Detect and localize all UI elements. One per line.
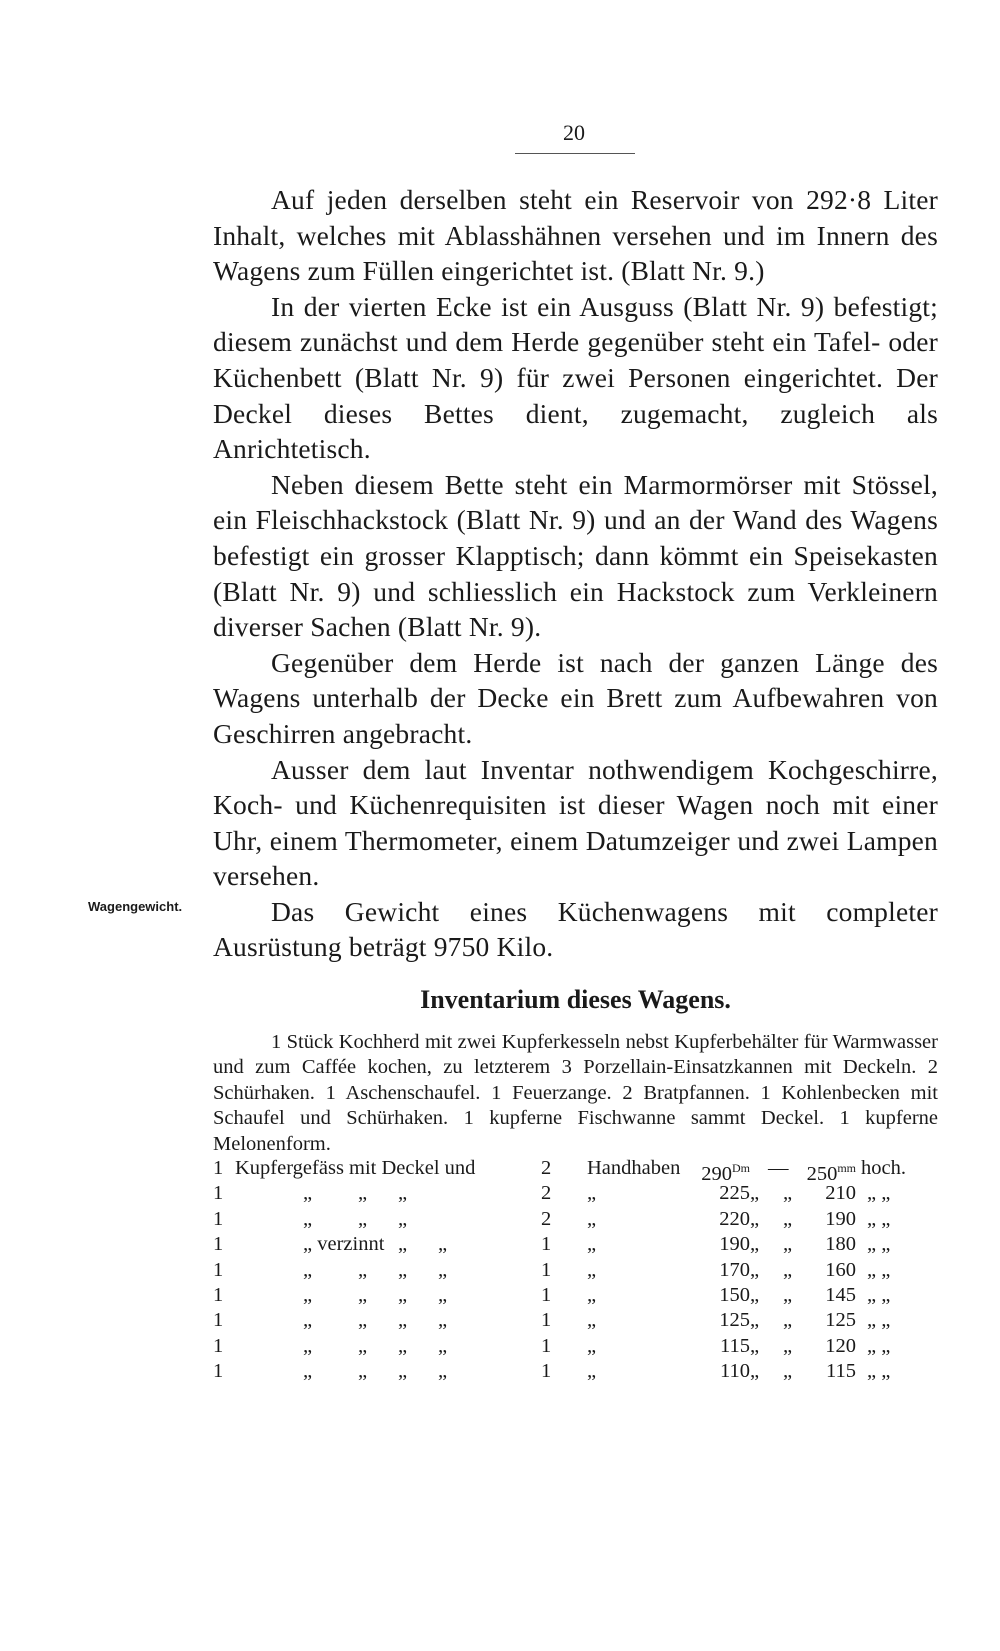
row-ditto-1: „ <box>303 1283 313 1306</box>
row-height-ditto: „ <box>783 1309 793 1332</box>
row-diameter-ditto: „ <box>750 1207 760 1230</box>
row-height: 125 <box>825 1309 856 1332</box>
row-diameter: 220 <box>719 1207 750 1230</box>
page-number: 20 <box>563 120 585 145</box>
row-handles-ditto: „ <box>587 1334 597 1357</box>
row-ditto-1: „ <box>303 1258 313 1281</box>
paragraph-marmormoerser: Neben diesem Bette steht ein Marmormörser mit Stössel, ein Fleischhackstock (Blatt Nr. 9) und an der Wand des Wagens befestigt ein grosser Klapptisch; dann kömmt ein Speisekasten (Blatt Nr. 9) und schliesslich ein Hackstock zum Verkleinern diverser Sachen (Blatt Nr. 9). <box>213 468 938 643</box>
row-ditto-1: „ <box>303 1207 313 1230</box>
row-handles-count: 1 <box>541 1334 552 1357</box>
body-text <box>213 182 938 965</box>
row-diameter-ditto: „ <box>750 1233 760 1256</box>
diameter-unit: Dm <box>732 1161 750 1175</box>
row-diameter: 190 <box>719 1233 750 1256</box>
row-handles-count: 2 <box>541 1157 552 1179</box>
row-ditto-4: „ <box>438 1360 448 1383</box>
inventory-intro-text: 1 Stück Kochherd mit zwei Kupferkesseln nebst Kupferbehälter für Warmwasser und zum Caffée kochen, zu letzterem 3 Porzellain-Einsatzkannen mit Deckeln. 2 Schürhaken. 1 Aschenschaufel. 1 Feuerzange. 2 Bratpfannen. 1 Kohlenbecken mit Schaufel und Schürhaken. 1 kupferne Fischwanne sammt Deckel. 1 kupferne Melonenform. <box>213 1031 938 1155</box>
row-handles-count: 2 <box>541 1182 552 1205</box>
row-handles-ditto: „ <box>587 1360 597 1383</box>
row-ditto-4: „ <box>438 1258 448 1281</box>
row-trailing-ditto: „ „ <box>867 1309 891 1332</box>
row-handles-ditto: „ <box>587 1258 597 1281</box>
row-qty: 1 <box>213 1233 224 1256</box>
paragraph-ausguss: In der vierten Ecke ist ein Ausguss (Blatt Nr. 9) befestigt; diesem zunächst und dem Herde gegenüber steht ein Tafel- oder Küchenbett (Blatt Nr. 9) für zwei Personen eingerichtet. Der Deckel dieses Bettes dient, zugemacht, zugleich als Anrichtetisch. <box>213 290 938 465</box>
row-height: 115 <box>826 1360 856 1383</box>
row-ditto-3: „ <box>398 1360 408 1383</box>
row-ditto-3: „ <box>398 1233 408 1256</box>
row-ditto-2: „ <box>358 1182 368 1205</box>
row-height-ditto: „ <box>783 1334 793 1357</box>
row-desc: Kupfergefäss mit Deckel und <box>235 1157 476 1179</box>
row-handles-ditto: „ <box>587 1182 597 1205</box>
row-trailing-ditto: „ „ <box>867 1283 891 1306</box>
row-ditto-1: „ <box>303 1360 313 1383</box>
row-height-ditto: „ <box>783 1360 793 1383</box>
row-diameter: 150 <box>719 1283 750 1306</box>
row-handles-ditto: „ <box>587 1283 597 1306</box>
row-diameter: 225 <box>719 1182 750 1205</box>
paragraph-gewicht: Das Gewicht eines Küchenwagens mit completer Ausrüstung beträgt 9750 Kilo. <box>213 895 938 963</box>
row-diameter-ditto: „ <box>750 1309 760 1332</box>
row-ditto-4: „ <box>438 1283 448 1306</box>
row-ditto-2: „ <box>358 1360 368 1383</box>
row-ditto-4: „ <box>438 1233 448 1256</box>
row-trailing-ditto: „ „ <box>867 1258 891 1281</box>
row-ditto-4: „ <box>438 1309 448 1332</box>
row-height: 160 <box>825 1258 856 1281</box>
row-ditto-2: „ <box>358 1334 368 1357</box>
row-diameter: 110 <box>720 1360 750 1383</box>
paragraph-inventar: Ausser dem laut Inventar nothwendigem Kochgeschirre, Koch- und Küchenrequisiten ist dieser Wagen noch mit einer Uhr, einem Thermometer, einem Datumzeiger und zwei Lampen versehen. <box>213 753 938 892</box>
row-ditto-3: „ <box>398 1334 408 1357</box>
row-ditto-3: „ <box>398 1283 408 1306</box>
row-handles-ditto: „ <box>587 1309 597 1332</box>
row-trailing-ditto: „ „ <box>867 1360 891 1383</box>
row-qty: 1 <box>213 1360 224 1383</box>
row-ditto-3: „ <box>398 1207 408 1230</box>
row-height-ditto: „ <box>783 1283 793 1306</box>
row-qty: 1 <box>213 1309 224 1332</box>
row-handles-count: 1 <box>541 1283 552 1306</box>
row-qty: 1 <box>213 1207 224 1230</box>
row-qty: 1 <box>213 1334 224 1357</box>
row-handles-count: 1 <box>541 1309 552 1332</box>
row-height-ditto: „ <box>783 1182 793 1205</box>
row-ditto-1: „ <box>303 1309 313 1332</box>
row-diameter: 170 <box>719 1258 750 1281</box>
row-handles-ditto: „ <box>587 1207 597 1230</box>
paragraph-brett: Gegenüber dem Herde ist nach der ganzen Länge des Wagens unterhalb der Decke ein Brett zum Aufbewahren von Geschirren angebracht. <box>213 646 938 749</box>
row-diameter: 125 <box>719 1309 750 1332</box>
row-height: 210 <box>825 1182 856 1205</box>
row-trailing-ditto: „ „ <box>867 1334 891 1357</box>
row-height: 120 <box>825 1334 856 1357</box>
row-diameter: 115 <box>720 1334 750 1357</box>
row-ditto-1: „ verzinnt <box>303 1233 385 1256</box>
row-height-ditto: „ <box>783 1258 793 1281</box>
row-ditto-4: „ <box>438 1334 448 1357</box>
row-trailing-ditto: „ „ <box>867 1233 891 1256</box>
row-handles-count: 1 <box>541 1360 552 1383</box>
row-trailing-ditto: „ „ <box>867 1207 891 1230</box>
row-ditto-2: „ <box>358 1207 368 1230</box>
row-dash: — <box>768 1157 789 1179</box>
row-qty: 1 <box>213 1157 224 1179</box>
row-ditto-2: „ <box>358 1258 368 1281</box>
row-qty: 1 <box>213 1182 224 1205</box>
row-handles-count: 1 <box>541 1258 552 1281</box>
row-height-ditto: „ <box>783 1233 793 1256</box>
row-diameter-ditto: „ <box>750 1334 760 1357</box>
row-ditto-3: „ <box>398 1309 408 1332</box>
inventory-heading: Inventarium dieses Wagens. <box>420 985 731 1014</box>
row-ditto-3: „ <box>398 1258 408 1281</box>
row-ditto-2: „ <box>358 1283 368 1306</box>
row-handles-ditto: „ <box>587 1233 597 1256</box>
diameter-value: 290 <box>701 1162 732 1185</box>
row-ditto-1: „ <box>303 1182 313 1205</box>
row-handles-count: 1 <box>541 1233 552 1256</box>
height-value: 250 <box>806 1162 838 1185</box>
row-ditto-1: „ <box>303 1334 313 1357</box>
row-height-ditto: „ <box>783 1207 793 1230</box>
row-trailing-ditto: „ „ <box>867 1182 891 1205</box>
row-diameter-ditto: „ <box>750 1258 760 1281</box>
row-handles-count: 2 <box>541 1207 552 1230</box>
page-number-rule <box>515 153 635 154</box>
row-qty: 1 <box>213 1283 224 1306</box>
row-ditto-3: „ <box>398 1182 408 1205</box>
side-note-wagengewicht: Wagengewicht. <box>88 899 183 914</box>
row-ditto-2: „ <box>358 1309 368 1332</box>
row-hoch: hoch. <box>861 1157 906 1179</box>
row-qty: 1 <box>213 1258 224 1281</box>
inventory-intro <box>213 1030 938 1157</box>
row-diameter-ditto: „ <box>750 1360 760 1383</box>
paragraph-reservoir: Auf jeden derselben steht ein Reservoir von 292·8 Liter Inhalt, welches mit Ablasshähnen versehen und im Innern des Wagens zum Füllen eingerichtet ist. (Blatt Nr. 9.) <box>213 184 938 287</box>
height-unit: mm <box>837 1161 856 1175</box>
row-handles-word: Handhaben <box>587 1157 681 1179</box>
row-height: 190 <box>825 1207 856 1230</box>
row-height: 145 <box>825 1283 856 1306</box>
row-diameter-ditto: „ <box>750 1182 760 1205</box>
row-diameter-ditto: „ <box>750 1283 760 1306</box>
row-height: 180 <box>825 1233 856 1256</box>
